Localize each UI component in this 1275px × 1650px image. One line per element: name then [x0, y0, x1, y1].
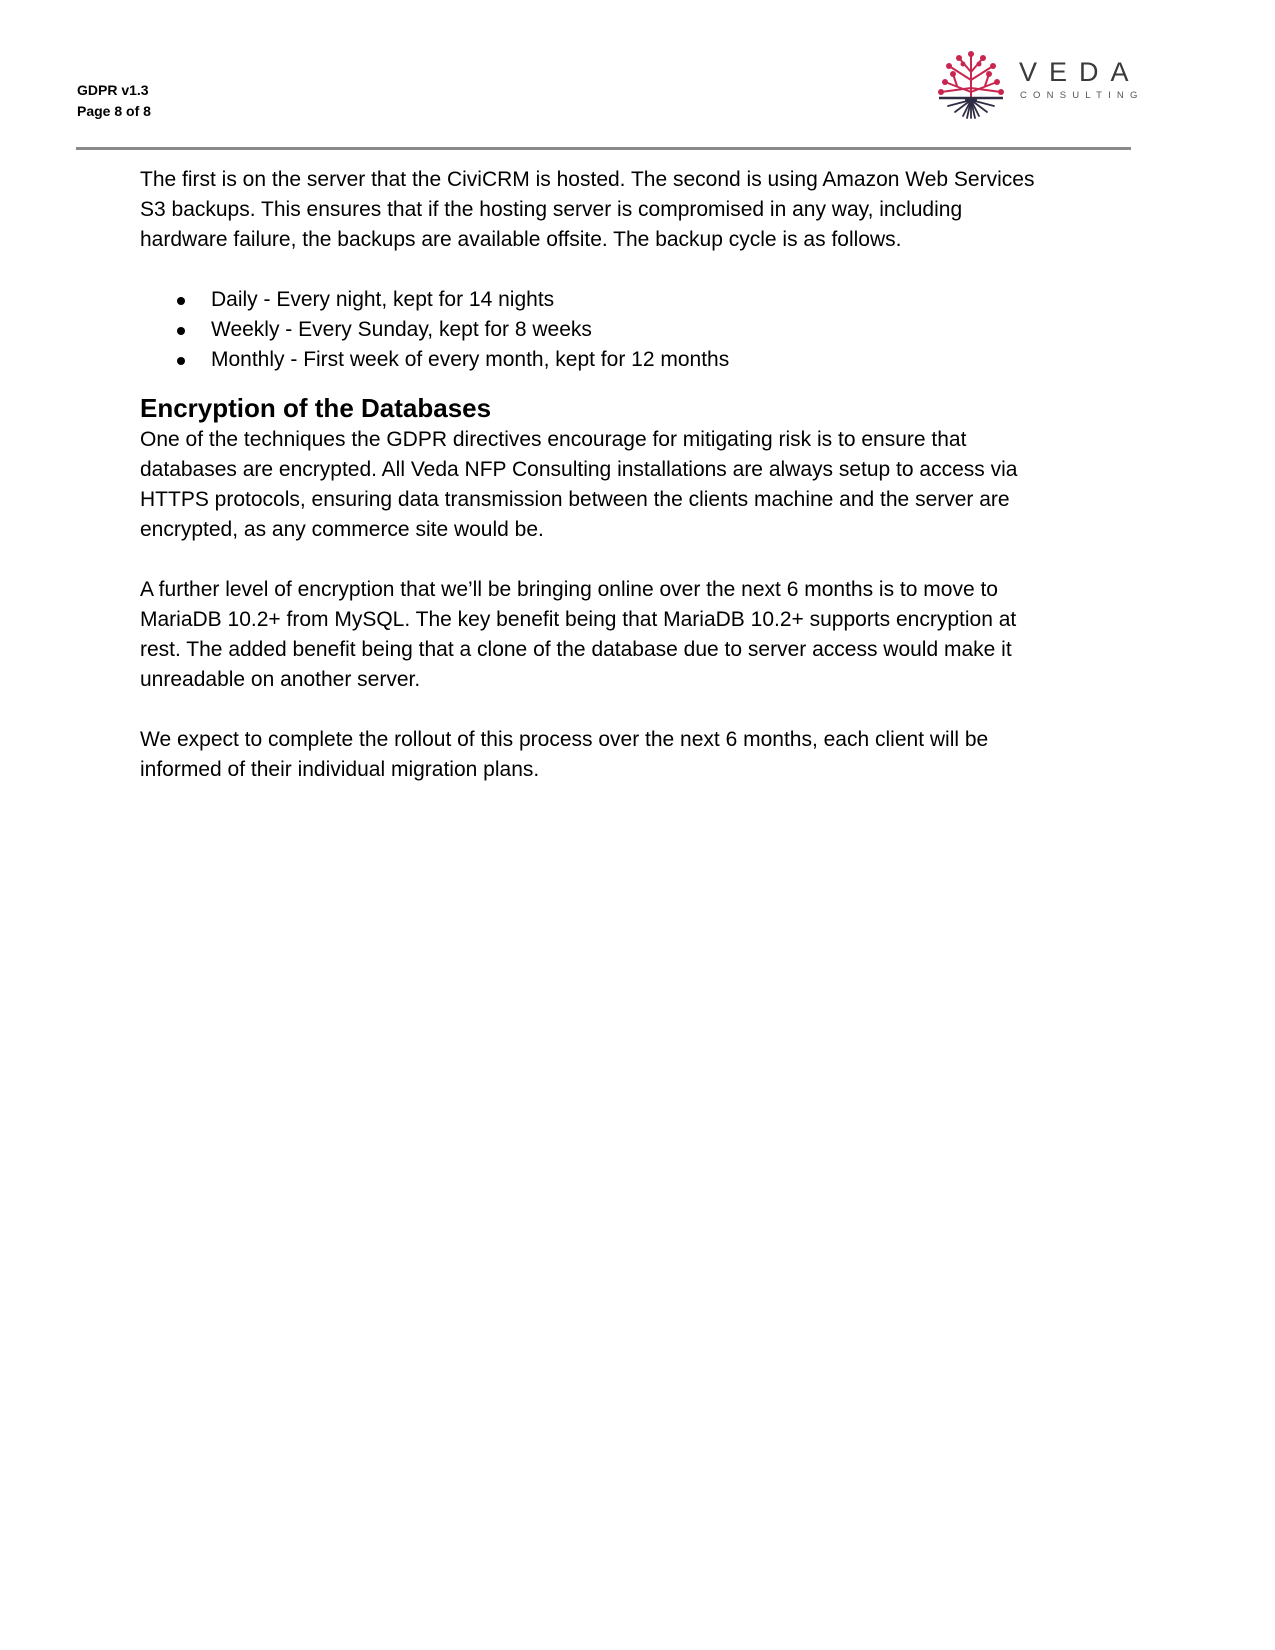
- text-line: encrypted, as any commerce site would be.: [140, 518, 544, 541]
- bullet-icon: [177, 327, 185, 335]
- list-item-text: Weekly - Every Sunday, kept for 8 weeks: [211, 318, 592, 341]
- encryption-paragraph-2: [140, 575, 1100, 695]
- text-line: A further level of encryption that we’ll be bringing online over the next 6 months is to move to: [140, 578, 998, 601]
- spacer: [140, 545, 1100, 575]
- backup-cycle-list: [140, 285, 1100, 375]
- text-line: We expect to complete the rollout of this process over the next 6 months, each client will be: [140, 728, 989, 751]
- page-header-meta: [77, 80, 151, 122]
- text-line: rest. The added benefit being that a clone of the database due to server access would make it: [140, 638, 1012, 661]
- rollout-paragraph: [140, 725, 1100, 785]
- encryption-paragraph-1: [140, 425, 1100, 545]
- spacer: [140, 255, 1100, 285]
- document-body: [140, 165, 1100, 785]
- list-item: [140, 315, 1100, 345]
- veda-logo: [935, 48, 1144, 120]
- list-item: [140, 285, 1100, 315]
- bullet-icon: [177, 357, 185, 365]
- text-line: MariaDB 10.2+ from MySQL. The key benefit being that MariaDB 10.2+ supports encryption at: [140, 608, 1017, 631]
- section-heading: Encryption of the Databases: [140, 393, 492, 423]
- spacer: [140, 695, 1100, 725]
- logo-wordmark: VEDA: [1019, 57, 1141, 87]
- list-item-text: Daily - Every night, kept for 14 nights: [211, 288, 555, 311]
- text-line: databases are encrypted. All Veda NFP Consulting installations are always setup to access via: [140, 458, 1018, 481]
- bullet-icon: [177, 297, 185, 305]
- intro-paragraph: [140, 165, 1100, 255]
- text-line: informed of their individual migration plans.: [140, 758, 540, 781]
- logo-subtitle: CONSULTING: [1020, 90, 1144, 101]
- text-line: The first is on the server that the CiviCRM is hosted. The second is using Amazon Web Services: [140, 168, 1035, 191]
- doc-version: GDPR v1.3: [77, 82, 149, 98]
- text-line: S3 backups. This ensures that if the hosting server is compromised in any way, including: [140, 198, 963, 221]
- text-line: hardware failure, the backups are available offsite. The backup cycle is as follows.: [140, 228, 902, 251]
- tree-roots-icon: [935, 48, 1007, 120]
- text-line: One of the techniques the GDPR directives encourage for mitigating risk is to ensure that: [140, 428, 967, 451]
- header-divider: [76, 147, 1131, 150]
- text-line: HTTPS protocols, ensuring data transmission between the clients machine and the server are: [140, 488, 1010, 511]
- list-item: [140, 345, 1100, 375]
- page-number: Page 8 of 8: [77, 103, 151, 119]
- text-line: unreadable on another server.: [140, 668, 421, 691]
- list-item-text: Monthly - First week of every month, kept for 12 months: [211, 348, 730, 371]
